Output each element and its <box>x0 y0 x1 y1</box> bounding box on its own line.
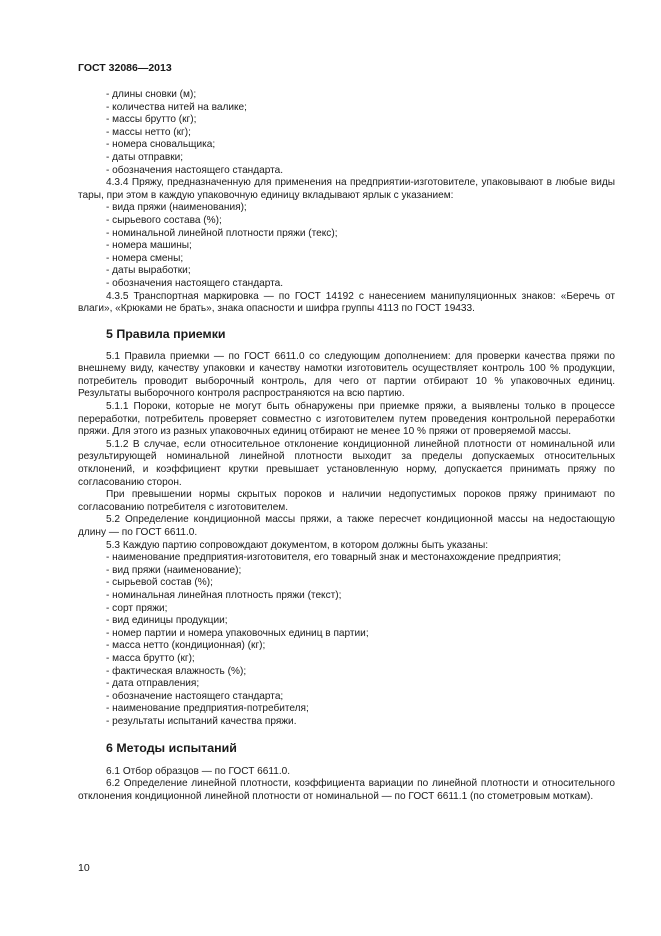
list-item: - фактическая влажность (%); <box>106 665 247 677</box>
list-item: - номера сновальщика; <box>106 139 216 151</box>
list-item: - сорт пряжи; <box>106 602 168 614</box>
list-item: - вид пряжи (наименование); <box>106 564 242 576</box>
list-item: - даты отправки; <box>106 151 184 163</box>
paragraph-5-3: 5.3 Каждую партию сопровождают документом, в котором должны быть указаны: <box>106 539 489 551</box>
list-item: - масса брутто (кг); <box>106 652 195 664</box>
list-item: - номера машины; <box>106 240 192 252</box>
section-5-heading: 5 Правила приемки <box>106 326 226 341</box>
list-item: - наименование предприятия-потребителя; <box>106 703 309 715</box>
list-item: - масса нетто (кондиционная) (кг); <box>106 640 266 652</box>
list-item: - обозначения настоящего стандарта. <box>106 277 284 289</box>
list-item: - номера смены; <box>106 252 184 264</box>
paragraph-5-1-2: 5.1.2 В случае, если относительное отклонение кондиционной линейной плотности от номинальной или результирующей номинальной линейной плотности выходит за пределы допускаемых относительных отклонений, и коэффициент крутки превышает установленную норму, допускается принимать пряжу по согласованию сторон. <box>78 438 615 488</box>
paragraph-5-1: 5.1 Правила приемки — по ГОСТ 6611.0 со следующим дополнением: для проверки качества пряжи по внешнему виду, качеству упаковки и качеству намотки изготовитель осуществляет контроль 100 % продукции, потребитель проводит выборочный контроль, для чего от партии отбирают 10 % упаковочных единиц. Результаты выборочного контроля распространяются на всю партию. <box>78 350 615 400</box>
section-6-heading: 6 Методы испытаний <box>106 740 237 755</box>
list-item: - обозначение настоящего стандарта; <box>106 690 284 702</box>
list-item: - номер партии и номера упаковочных единиц в партии; <box>106 627 369 639</box>
list-item: - длины сновки (м); <box>106 89 197 100</box>
list-item: - даты выработки; <box>106 265 191 277</box>
paragraph-5-1-2-continued: При превышении нормы скрытых пороков и наличии недопустимых пороков пряжу принимают по согласованию потребителя с изготовителем. <box>78 489 615 513</box>
paragraph-5-1-1: 5.1.1 Пороки, которые не могут быть обнаружены при приемке пряжи, а выявлены только в процессе переработки, потребитель проверяет совместно с изготовителем путем проведения контрольной переработки пряжи. Для этого из разных упаковочных единиц отбирают не менее 10 % пряжи от проверяемой массы. <box>78 401 615 438</box>
list-item: - дата отправления; <box>106 678 200 690</box>
list-item: - номинальная линейная плотность пряжи (текст); <box>106 589 342 601</box>
list-item: - результаты испытаний качества пряжи. <box>106 715 297 727</box>
list-item: - вид единицы продукции; <box>106 615 228 627</box>
list-item: - вида пряжи (наименования); <box>106 202 247 214</box>
list-item: - массы нетто (кг); <box>106 126 191 138</box>
list-item: - массы брутто (кг); <box>106 114 197 126</box>
paragraph-6-2: 6.2 Определение линейной плотности, коэффициента вариации по линейной плотности и относительного отклонения кондиционной линейной плотности от номинальной — по ГОСТ 6611.1 (по стометровым моткам). <box>78 778 615 802</box>
paragraph-6-1: 6.1 Отбор образцов — по ГОСТ 6611.0. <box>106 765 291 777</box>
list-item: - обозначения настоящего стандарта. <box>106 164 284 176</box>
list-item: - сырьевого состава (%); <box>106 214 222 226</box>
page-content <box>78 89 615 803</box>
paragraph-5-2: 5.2 Определение кондиционной массы пряжи, а также пересчет кондиционной массы на недостающую длину — по ГОСТ 6611.0. <box>78 514 615 538</box>
list-item: - номинальной линейной плотности пряжи (текс); <box>106 227 338 239</box>
list-item: - наименование предприятия-изготовителя, его товарный знак и местонахождение предприятия; <box>106 552 562 564</box>
list-item: - количества нитей на валике; <box>106 101 247 113</box>
paragraph-4-3-5: 4.3.5 Транспортная маркировка — по ГОСТ 14192 с нанесением манипуляционных знаков: «Беречь от влаги», «Крюками не брать», знака опасности и шифра группы 4113 по ГОСТ 19433. <box>78 290 615 315</box>
page-number: 10 <box>78 862 90 874</box>
document-header: ГОСТ 32086—2013 <box>78 62 172 74</box>
paragraph-4-3-4: 4.3.4 Пряжу, предназначенную для применения на предприятии-изготовителе, упаковывают в любые виды тары, при этом в каждую упаковочную единицу вкладывают ярлык с указанием: <box>78 177 615 201</box>
list-item: - сырьевой состав (%); <box>106 577 213 589</box>
